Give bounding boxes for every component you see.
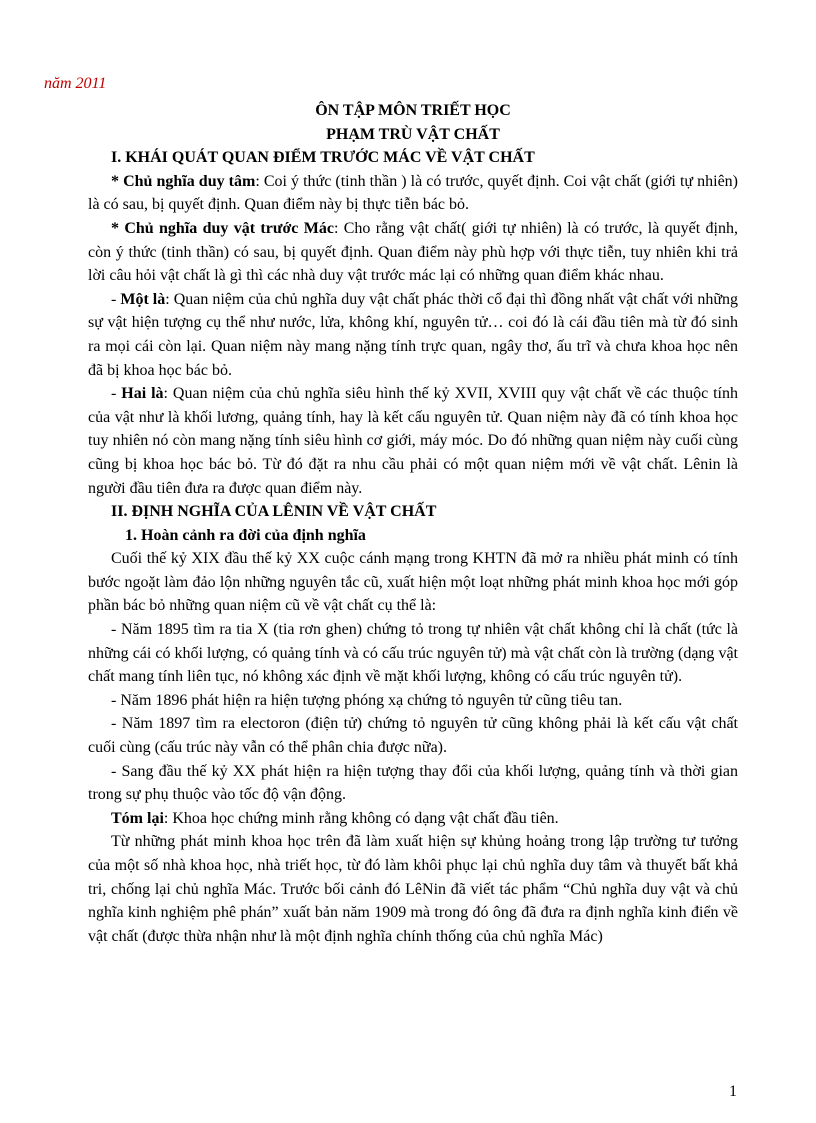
section-2-subheading: 1. Hoàn cảnh ra đời của định nghĩa [125,526,366,544]
paragraph-text: : Coi ý thức (tinh thần ) là có trước, quyết định. Coi vật chất (giới tự nhiên) là có sau, bị quyết định. Quan điểm này bị thực tiễn bác bỏ. [88,172,738,214]
term-label: Một là [120,290,166,308]
section-1-heading: I. KHÁI QUÁT QUAN ĐIỂM TRƯỚC MÁC VỀ VẬT CHẤT [111,149,535,167]
paragraph-20th-century: - Sang đầu thế kỷ XX phát hiện ra hiện tượng thay đổi của khối lượng, quảng tính và thời gian trong sự phụ thuộc vào tốc độ vận động. [88,762,738,804]
term-label: Hai là [121,385,164,403]
bullet-dash: - [111,290,121,308]
paragraph-summary [88,807,738,831]
document-body [88,99,738,948]
paragraph-text: : Quan niệm của chủ nghĩa siêu hình thế kỷ XVII, XVIII quy vật chất về các thuộc tính của vật như là khối lương, quảng tính, hay là kết cấu nguyên tử. Quan niệm này đã có tính khoa học tuy nhiên nó còn mang nặng tính siêu hình cơ giới, máy móc. Do đó những quan niệm này cuối cùng cũng bị khoa học bác bỏ. Từ đó đặt ra nhu cầu phải có một quan niệm mới về vật chất. Lênin là người đầu tiên đưa ra được quan điểm này. [88,385,739,497]
paragraph-hai-la [88,382,738,500]
term-label: Tóm lại [111,809,164,827]
paragraph-lenin-context: Từ những phát minh khoa học trên đã làm xuất hiện sự khủng hoảng trong lập trường tư tưởng của một số nhà khoa học, nhà triết học, từ đó làm khôi phục lại chủ nghĩa duy tâm và thuyết bất khả tri, chống lại chủ nghĩa Mác. Trước bối cảnh đó LêNin đã viết tác phẩm “Chủ nghĩa duy vật và chủ nghĩa kinh nghiệm phê phán” xuất bản năm 1909 mà trong đó ông đã đưa ra định nghĩa kinh điển về vật chất (được thừa nhận như là một định nghĩa chính thống của chủ nghĩa Mác) [88,833,738,945]
paragraph-duy-tam [88,170,738,217]
paragraph-duy-vat [88,217,738,288]
term-label: * Chủ nghĩa duy tâm [111,172,256,190]
bullet-dash: - [111,385,122,403]
section-2-heading: II. ĐỊNH NGHĨA CỦA LÊNIN VỀ VẬT CHẤT [111,503,437,521]
paragraph-context: Cuối thế kỷ XIX đầu thế kỷ XX cuộc cánh mạng trong KHTN đã mở ra nhiều phát minh có tính bước ngoặt làm đảo lộn những nguyên tắc cũ, xuất hiện một loạt những phát minh khoa học mới góp phần bác bỏ những quan niệm cũ về vật chất cụ thể là: [88,550,738,615]
paragraph-text: : Cho rằng vật chất( giới tự nhiên) là có trước, là quyết định, còn ý thức (tinh thần) có sau, bị quyết định. Quan điểm này phù hợp với thực tiễn, tuy nhiên khi trả lời câu hỏi vật chất là gì thì các nhà duy vật trước mác lại có những quan điểm khác nhau. [88,219,739,285]
title-line-2: PHẠM TRÙ VẬT CHẤT [326,125,500,143]
paragraph-1896: - Năm 1896 phát hiện ra hiện tượng phóng xạ chứng tỏ nguyên tử cũng tiêu tan. [111,691,623,709]
paragraph-1895: - Năm 1895 tìm ra tia X (tia rơn ghen) chứng tỏ trong tự nhiên vật chất không chỉ là chất (tức là những cái có khối lượng, có quảng tính và có cấu trúc nguyên tử) mà vật chất còn là trường (dạng vật chất mang tính liên tục, nó không xác định về mặt khối lượng, không có cấu trúc nguyên tử). [88,621,738,686]
paragraph-mot-la [88,288,738,382]
paragraph-text: : Khoa học chứng minh rằng không có dạng vật chất đầu tiên. [163,809,559,827]
term-label: * Chủ nghĩa duy vật trước Mác [111,219,334,237]
paragraph-text: : Quan niệm của chủ nghĩa duy vật chất phác thời cổ đại thì đồng nhất vật chất với những sự vật hiện tượng cụ thể như nước, lửa, không khí, nguyên tử… coi đó là cái đầu tiên mà từ đó sinh ra mọi cái còn lại. Quan niệm này mang nặng tính trực quan, ngây thơ, ấu trĩ và chưa khoa học nên đã bị khoa học bác bỏ. [88,290,739,379]
page-number: 1 [729,1083,737,1100]
header-year: năm 2011 [44,75,107,92]
paragraph-1897: - Năm 1897 tìm ra electoron (điện tử) chứng tỏ nguyên tử cũng không phải là kết cấu vật chất cuối cùng (cấu trúc này vẫn có thể phân chia được nữa). [88,715,738,757]
title-line-1: ÔN TẬP MÔN TRIẾT HỌC [315,102,511,119]
